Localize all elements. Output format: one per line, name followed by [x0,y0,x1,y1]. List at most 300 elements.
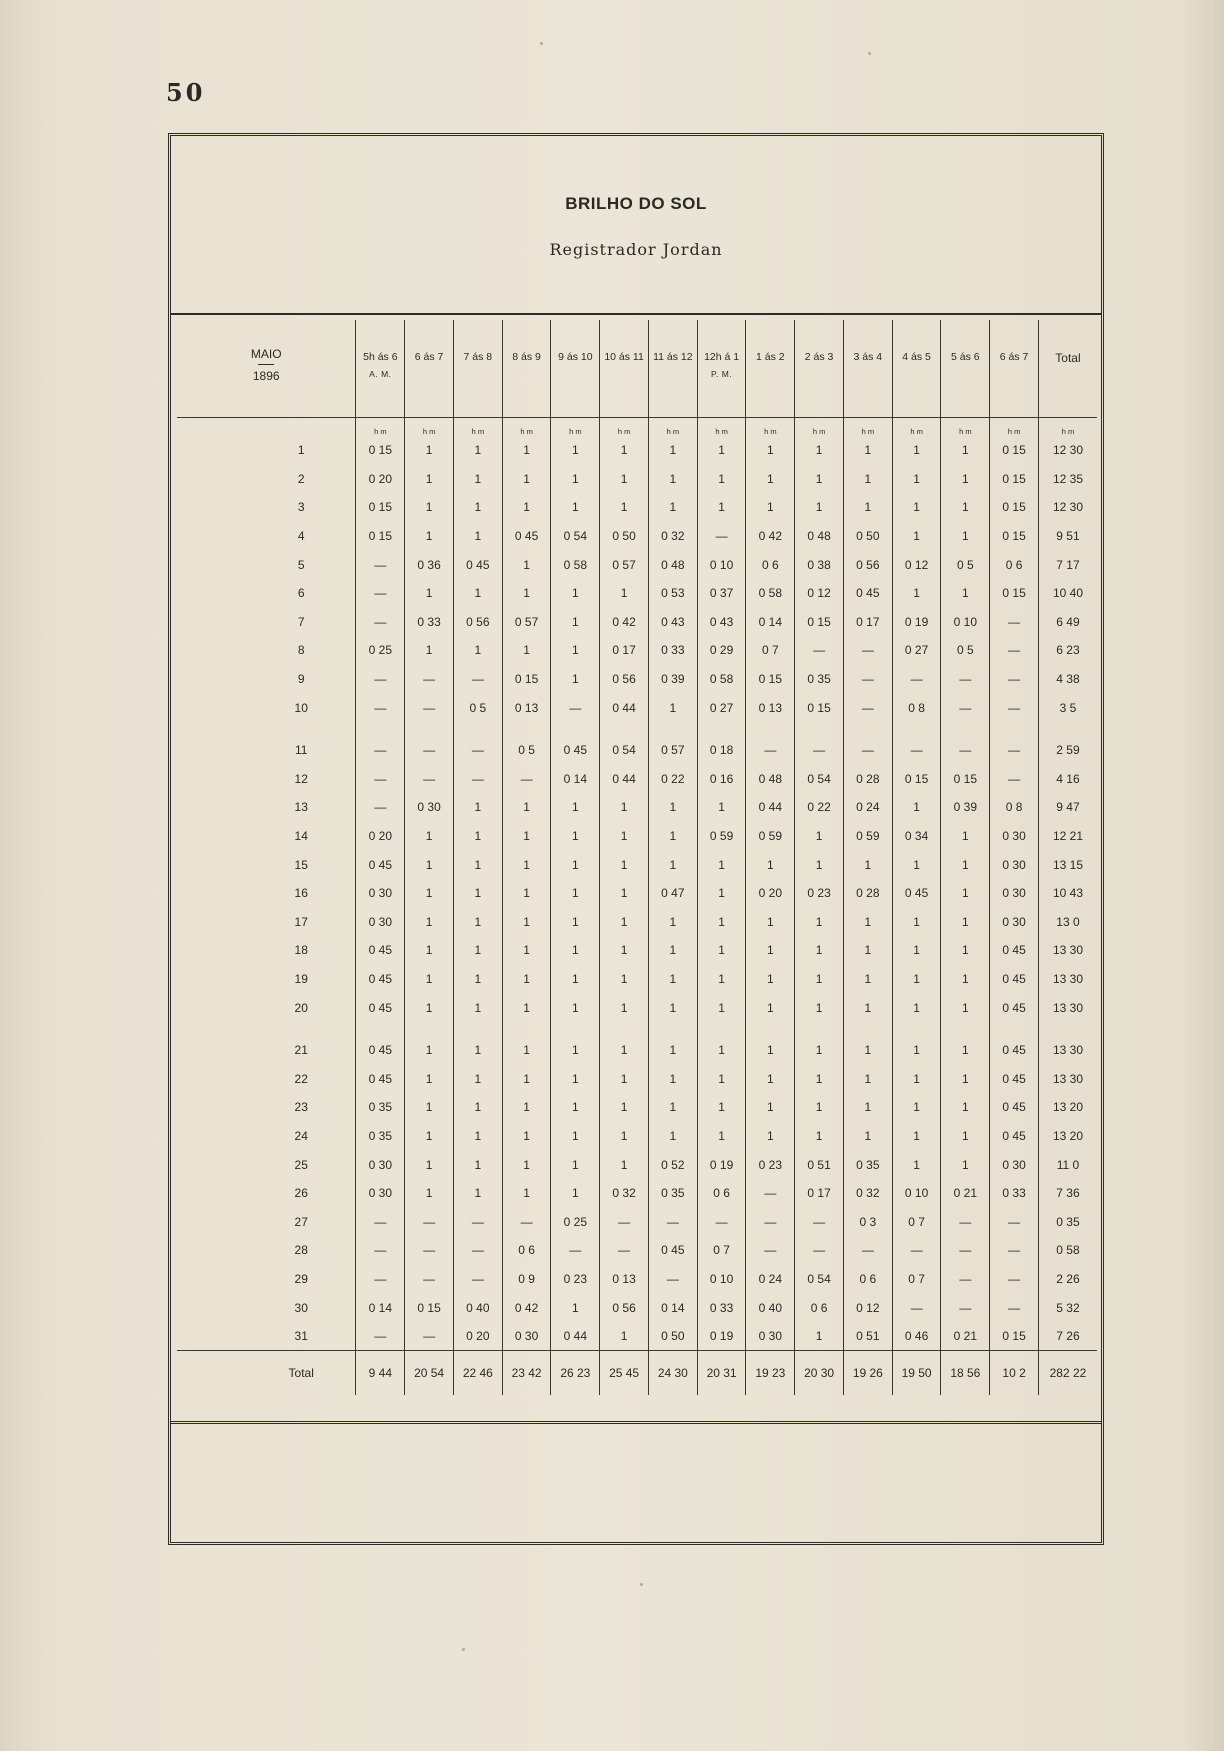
value-cell: 0 45 [990,993,1039,1022]
unit-label: h m [551,418,600,437]
value-cell: 1 [453,522,502,551]
value-cell: 0 45 [453,550,502,579]
unit-label: h m [990,418,1039,437]
row-total-cell: 12 30 [1038,493,1097,522]
day-cell: 6 [297,586,305,601]
column-header [843,320,892,418]
value-cell: — [356,1207,405,1236]
column-header-period: A. M. [369,369,392,380]
value-cell: 0 58 [697,665,746,694]
value-cell: 0 46 [892,1322,941,1351]
value-cell: 1 [551,1064,600,1093]
value-cell: 1 [892,793,941,822]
value-cell: 1 [941,1122,990,1151]
value-cell: 1 [697,465,746,494]
day-cell: 11 [295,743,308,758]
value-cell: 1 [746,1122,795,1151]
table-row [177,908,1097,937]
value-cell: 0 6 [795,1293,844,1322]
value-cell: 0 33 [405,608,454,637]
unit-label: h m [600,418,649,437]
row-total-cell: 13 20 [1038,1093,1097,1122]
value-cell: 1 [941,1064,990,1093]
value-cell: 0 10 [892,1179,941,1208]
day-cell: 30 [294,1300,308,1315]
value-cell: 1 [453,636,502,665]
value-cell: 1 [453,1179,502,1208]
value-cell: 1 [551,1150,600,1179]
value-cell: — [502,1207,551,1236]
value-cell: 1 [795,908,844,937]
row-total-cell: 12 21 [1038,822,1097,851]
value-cell: 0 30 [990,850,1039,879]
month-rule [258,364,274,365]
column-header [551,320,600,418]
value-cell: 0 59 [697,822,746,851]
value-cell: 0 56 [600,1293,649,1322]
value-cell: 0 15 [990,1322,1039,1351]
value-cell: 0 59 [843,822,892,851]
header-row [177,320,1097,418]
total-cell: 19 26 [843,1351,892,1396]
group-gap [177,1022,1097,1036]
value-cell: 1 [697,993,746,1022]
value-cell: 1 [843,493,892,522]
value-cell: 0 51 [795,1150,844,1179]
value-cell: 1 [746,908,795,937]
value-cell: 0 17 [843,608,892,637]
paper-speck [640,1583,643,1586]
value-cell: 1 [746,1064,795,1093]
value-cell: — [941,1236,990,1265]
column-header-label: 6 ás 7 [414,351,444,363]
value-cell: 1 [502,579,551,608]
value-cell: 0 6 [990,550,1039,579]
value-cell: 0 30 [405,793,454,822]
value-cell: 0 30 [990,908,1039,937]
value-cell: 0 42 [600,608,649,637]
value-cell: 0 44 [600,765,649,794]
value-cell: 0 30 [356,1179,405,1208]
table-row [177,579,1097,608]
value-cell: 0 14 [551,765,600,794]
value-cell: 0 52 [648,1150,697,1179]
value-cell: 1 [600,579,649,608]
table-row [177,550,1097,579]
value-cell: 0 7 [892,1265,941,1294]
value-cell: 1 [697,1122,746,1151]
value-cell: 1 [697,793,746,822]
year-label: 1896 [252,369,280,384]
value-cell: 1 [600,1150,649,1179]
value-cell: 0 45 [356,1036,405,1065]
value-cell: — [990,693,1039,722]
value-cell: 1 [795,822,844,851]
value-cell: — [795,636,844,665]
value-cell: 0 21 [941,1322,990,1351]
value-cell: 1 [453,436,502,465]
value-cell: 0 30 [990,879,1039,908]
value-cell: — [941,1265,990,1294]
value-cell: — [356,550,405,579]
value-cell: 1 [551,493,600,522]
column-header [453,320,502,418]
value-cell: 1 [453,1064,502,1093]
value-cell: 1 [746,1036,795,1065]
value-cell: — [941,1207,990,1236]
row-total-cell: 10 43 [1038,879,1097,908]
value-cell: — [356,608,405,637]
value-cell: 0 30 [356,1150,405,1179]
value-cell: 1 [551,908,600,937]
value-cell: 1 [746,936,795,965]
day-cell: 24 [294,1128,308,1143]
table-row [177,493,1097,522]
value-cell: 0 45 [648,1236,697,1265]
value-cell: 0 32 [648,522,697,551]
value-cell: 1 [405,465,454,494]
column-header-period: P. M. [710,369,733,380]
row-total-cell: 7 36 [1038,1179,1097,1208]
value-cell: 1 [648,936,697,965]
month-header [177,320,356,418]
total-cell: 19 50 [892,1351,941,1396]
value-cell: 1 [551,936,600,965]
value-cell: 1 [405,850,454,879]
value-cell: 1 [551,993,600,1022]
value-cell: — [600,1236,649,1265]
value-cell: — [795,1207,844,1236]
value-cell: 1 [795,465,844,494]
value-cell: 1 [697,1036,746,1065]
value-cell: 1 [746,493,795,522]
value-cell: 0 12 [795,579,844,608]
value-cell: 0 45 [356,965,405,994]
column-header [697,320,746,418]
value-cell: 1 [746,465,795,494]
value-cell: 1 [600,436,649,465]
value-cell: — [892,1293,941,1322]
value-cell: 1 [941,579,990,608]
value-cell: — [405,1265,454,1294]
value-cell: 1 [697,850,746,879]
value-cell: 1 [551,1293,600,1322]
value-cell: 1 [405,1064,454,1093]
value-cell: — [843,736,892,765]
value-cell: 1 [502,436,551,465]
value-cell: 0 20 [356,822,405,851]
value-cell: — [990,1207,1039,1236]
value-cell: 1 [453,879,502,908]
value-cell: 0 51 [843,1322,892,1351]
value-cell: 0 5 [941,550,990,579]
value-cell: — [648,1265,697,1294]
column-header-label: 2 ás 3 [804,351,834,363]
table-row [177,1293,1097,1322]
value-cell: 1 [746,993,795,1022]
unit-label: h m [356,418,405,437]
column-header [648,320,697,418]
value-cell: 1 [405,636,454,665]
value-cell: 1 [600,822,649,851]
value-cell: 1 [843,965,892,994]
value-cell: 0 40 [746,1293,795,1322]
day-cell: 28 [294,1243,308,1258]
total-cell: 19 23 [746,1351,795,1396]
value-cell: 1 [892,465,941,494]
total-cell: 20 54 [405,1351,454,1396]
table-row [177,1236,1097,1265]
value-cell: 1 [892,908,941,937]
value-cell: 1 [405,1122,454,1151]
column-header-label: 3 ás 4 [853,351,883,363]
day-cell: 27 [294,1214,308,1229]
row-total-cell: 12 35 [1038,465,1097,494]
row-total-cell: 2 26 [1038,1265,1097,1294]
value-cell: 1 [892,436,941,465]
value-cell: 1 [405,879,454,908]
value-cell: 1 [502,1150,551,1179]
title-block [171,136,1101,315]
day-cell: 12 [294,771,308,786]
value-cell: 1 [453,493,502,522]
value-cell: 1 [405,822,454,851]
table-row [177,736,1097,765]
unit-label: h m [405,418,454,437]
value-cell: — [843,693,892,722]
value-cell: 0 22 [795,793,844,822]
day-cell: 7 [297,614,305,629]
row-total-cell: 13 30 [1038,965,1097,994]
value-cell: — [356,1236,405,1265]
value-cell: 0 35 [356,1093,405,1122]
column-header-label: 4 ás 5 [902,351,931,363]
day-cell: 2 [297,471,305,486]
value-cell: 1 [892,1064,941,1093]
value-cell: 1 [697,908,746,937]
value-cell: 1 [502,1093,551,1122]
value-cell: 1 [502,793,551,822]
value-cell: 0 15 [746,665,795,694]
value-cell: 0 57 [502,608,551,637]
value-cell: 1 [648,493,697,522]
value-cell: 0 15 [990,522,1039,551]
row-total-cell: 11 0 [1038,1150,1097,1179]
value-cell: 0 57 [648,736,697,765]
day-cell: 14 [294,829,308,844]
value-cell: 0 45 [551,736,600,765]
totals-label: Total [177,1351,356,1396]
value-cell: 1 [795,1093,844,1122]
value-cell: 0 15 [356,522,405,551]
value-cell: 0 15 [990,465,1039,494]
value-cell: 0 59 [746,822,795,851]
value-cell: 1 [892,579,941,608]
day-cell: 5 [297,557,305,572]
value-cell: — [843,636,892,665]
row-total-cell: 7 26 [1038,1322,1097,1351]
value-cell: 0 58 [551,550,600,579]
value-cell: — [892,665,941,694]
table-row [177,1036,1097,1065]
table-row [177,1064,1097,1093]
value-cell: — [356,765,405,794]
value-cell: 1 [551,608,600,637]
table-row [177,850,1097,879]
value-cell: 0 5 [453,693,502,722]
value-cell: 1 [892,1150,941,1179]
value-cell: 1 [941,908,990,937]
unit-label: h m [1038,418,1097,437]
value-cell: 1 [795,993,844,1022]
value-cell: 1 [453,850,502,879]
table-row [177,879,1097,908]
page-number: 50 [166,78,206,107]
column-header-label: 5h ás 6 [363,351,398,363]
value-cell: 1 [600,908,649,937]
row-total-cell: 6 23 [1038,636,1097,665]
value-cell: 1 [941,436,990,465]
value-cell: 0 45 [990,1036,1039,1065]
value-cell: — [746,736,795,765]
unit-label: h m [648,418,697,437]
value-cell: 0 45 [990,1093,1039,1122]
value-cell: 1 [405,436,454,465]
value-cell: 1 [600,850,649,879]
value-cell: 1 [502,465,551,494]
value-cell: 1 [502,822,551,851]
table-row [177,765,1097,794]
value-cell: 1 [941,465,990,494]
table-row [177,1093,1097,1122]
value-cell: 0 14 [648,1293,697,1322]
value-cell: 1 [697,1093,746,1122]
value-cell: 0 44 [746,793,795,822]
value-cell: 0 25 [356,636,405,665]
day-cell: 15 [294,857,308,872]
total-cell: 20 30 [795,1351,844,1396]
page-title: BRILHO DO SOL [565,194,707,213]
value-cell: 0 30 [356,908,405,937]
paper-speck [462,1648,465,1651]
value-cell: 1 [551,1122,600,1151]
value-cell: 1 [600,1093,649,1122]
value-cell: 1 [746,1093,795,1122]
unit-label: h m [453,418,502,437]
day-cell: 8 [297,643,305,658]
value-cell: 0 40 [453,1293,502,1322]
value-cell: 0 43 [697,608,746,637]
value-cell: 1 [843,1064,892,1093]
value-cell: 0 56 [453,608,502,637]
day-cell: 20 [294,1000,308,1015]
day-cell: 18 [294,943,308,958]
value-cell: 1 [502,550,551,579]
column-header-label: 11 ás 12 [653,351,693,363]
day-cell: 10 [294,700,308,715]
value-cell: 1 [892,850,941,879]
table-body [177,418,1097,1396]
value-cell: 0 47 [648,879,697,908]
value-cell: — [551,1236,600,1265]
page-subtitle: Registrador Jordan [549,240,723,259]
value-cell: — [453,1265,502,1294]
value-cell: 1 [843,993,892,1022]
value-cell: 1 [551,465,600,494]
day-cell: 9 [297,672,305,687]
column-header-label: 5 ás 6 [951,351,980,363]
value-cell: 1 [405,522,454,551]
value-cell: 1 [843,908,892,937]
value-cell: 1 [551,822,600,851]
value-cell: 1 [502,908,551,937]
value-cell: — [405,1322,454,1351]
value-cell: 1 [600,993,649,1022]
value-cell: 0 42 [746,522,795,551]
value-cell: 1 [405,1150,454,1179]
value-cell: 0 18 [697,736,746,765]
day-cell: 23 [294,1100,308,1115]
value-cell: — [405,736,454,765]
value-cell: 0 43 [648,608,697,637]
value-cell: 1 [892,522,941,551]
value-cell: — [990,636,1039,665]
value-cell: — [405,1236,454,1265]
value-cell: 0 13 [746,693,795,722]
value-cell: — [405,765,454,794]
table-row [177,993,1097,1022]
table-row [177,522,1097,551]
value-cell: 1 [600,465,649,494]
value-cell: 0 30 [746,1322,795,1351]
value-cell: 0 45 [356,850,405,879]
value-cell: 0 36 [405,550,454,579]
value-cell: — [551,693,600,722]
value-cell: 1 [795,1322,844,1351]
value-cell: 1 [697,436,746,465]
unit-label: h m [843,418,892,437]
table-row [177,1122,1097,1151]
row-total-cell: 4 38 [1038,665,1097,694]
value-cell: 1 [892,936,941,965]
value-cell: 0 17 [600,636,649,665]
value-cell: 1 [843,936,892,965]
table-row [177,636,1097,665]
value-cell: 0 45 [990,1064,1039,1093]
total-cell: 23 42 [502,1351,551,1396]
value-cell: 1 [648,793,697,822]
paper-speck [540,42,543,45]
value-cell: 1 [941,822,990,851]
value-cell: — [697,1207,746,1236]
value-cell: 0 15 [941,765,990,794]
value-cell: 1 [941,879,990,908]
unit-label: h m [746,418,795,437]
value-cell: 0 30 [990,1150,1039,1179]
value-cell: 0 19 [892,608,941,637]
value-cell: — [356,665,405,694]
row-total-cell: 13 30 [1038,1064,1097,1093]
value-cell: 0 10 [697,1265,746,1294]
value-cell: 1 [697,879,746,908]
value-cell: 1 [502,636,551,665]
column-header [600,320,649,418]
row-total-cell: 2 59 [1038,736,1097,765]
value-cell: — [356,736,405,765]
value-cell: 0 27 [892,636,941,665]
table-row [177,608,1097,637]
value-cell: 0 9 [502,1265,551,1294]
